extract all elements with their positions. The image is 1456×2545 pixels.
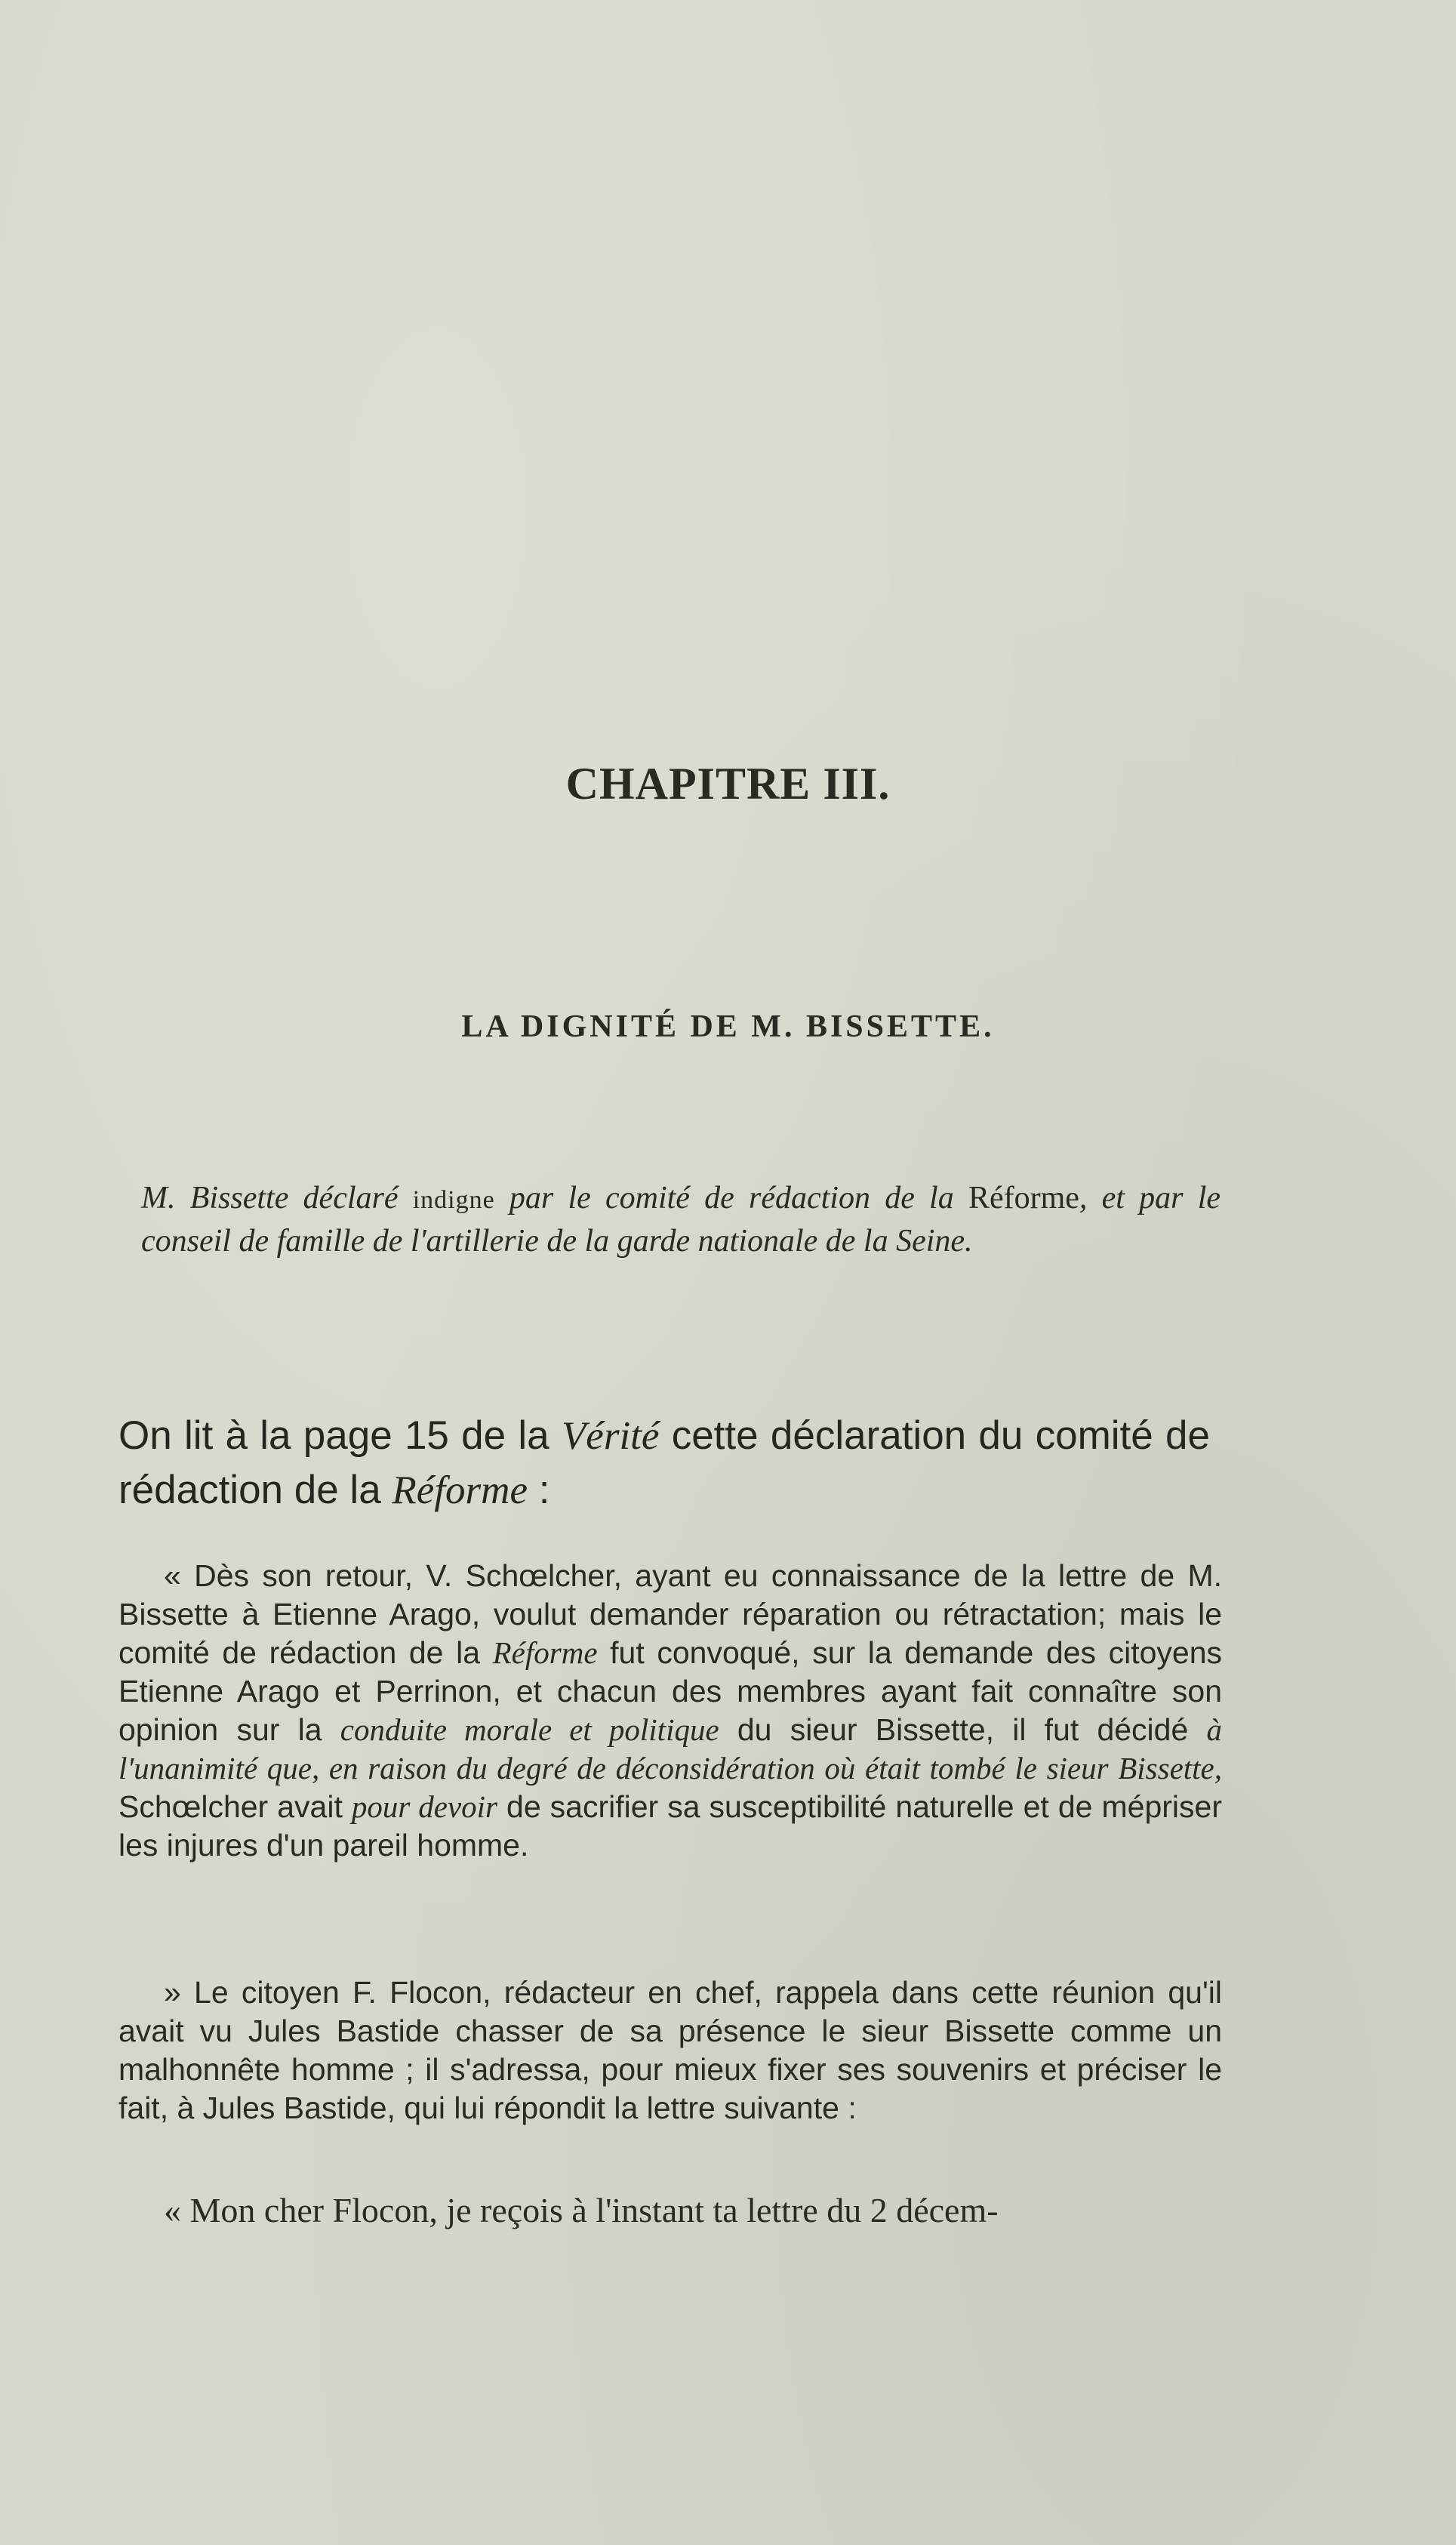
quote-text: de sacrifier sa susceptibilité naturelle et de mépriser les injures d'un pareil homme. xyxy=(119,1789,1222,1863)
lead-italic: Réforme xyxy=(392,1468,528,1512)
quote-text: du sieur Bissette, il fut décidé xyxy=(719,1712,1207,1747)
summary-text: , et par le conseil de famille de l'artillerie de la garde nationale de la Seine. xyxy=(141,1181,1221,1259)
lead-paragraph xyxy=(119,1409,1210,1517)
quote-italic: Réforme xyxy=(492,1635,598,1670)
lead-text: cette déclaration du comité de rédaction de la xyxy=(119,1413,1210,1512)
summary-emphasis: indigne xyxy=(412,1186,495,1214)
summary-text: par le comité de rédaction de la xyxy=(494,1181,968,1215)
lead-text: On lit à la page 15 de la xyxy=(119,1413,562,1458)
quote-text: « Dès son retour, V. Schœlcher, ayant eu connaissance de la lettre de M. Bissette à Etienne Arago, voulut demander réparation ou rétractation; mais le comité de rédaction de la xyxy=(119,1558,1222,1670)
lead-text: : xyxy=(527,1468,550,1512)
quote-paragraph-1 xyxy=(119,1557,1222,1865)
section-title: LA DIGNITÉ DE M. BISSETTE. xyxy=(461,1009,995,1044)
quote-text: fut convoqué, sur la demande des citoyens Etienne Arago et Perrinon, et chacun des membres ayant fait connaître son opinion sur la xyxy=(119,1635,1223,1747)
lead-italic: Vérité xyxy=(561,1414,660,1458)
quote-italic: conduite morale et politique xyxy=(340,1712,719,1747)
quote-paragraph-2: » Le citoyen F. Flocon, rédacteur en chef, rappela dans cette réunion qu'il avait vu Jules Bastide chasser de sa présence le sieur Bissette comme un malhonnête homme ; il s'adressa, pour mieux fixer ses souvenirs et préciser le fait, à Jules Bastide, qui lui répondit la lettre suivante : xyxy=(119,1975,1222,2125)
quote-italic: à l'unanimité que, en raison du degré de déconsidération où était tombé le sieur Bissette, xyxy=(119,1712,1222,1786)
summary-roman: Réforme xyxy=(968,1181,1079,1215)
summary-text: M. Bissette déclaré xyxy=(141,1181,413,1215)
chapter-summary xyxy=(141,1178,1221,1262)
quote-paragraph-3: « Mon cher Flocon, je reçois à l'instant ta lettre du 2 décem- xyxy=(164,2191,999,2229)
quote-italic: pour devoir xyxy=(351,1789,497,1824)
chapter-title: CHAPITRE III. xyxy=(565,759,891,809)
quote-text: Schœlcher avait xyxy=(119,1789,352,1824)
